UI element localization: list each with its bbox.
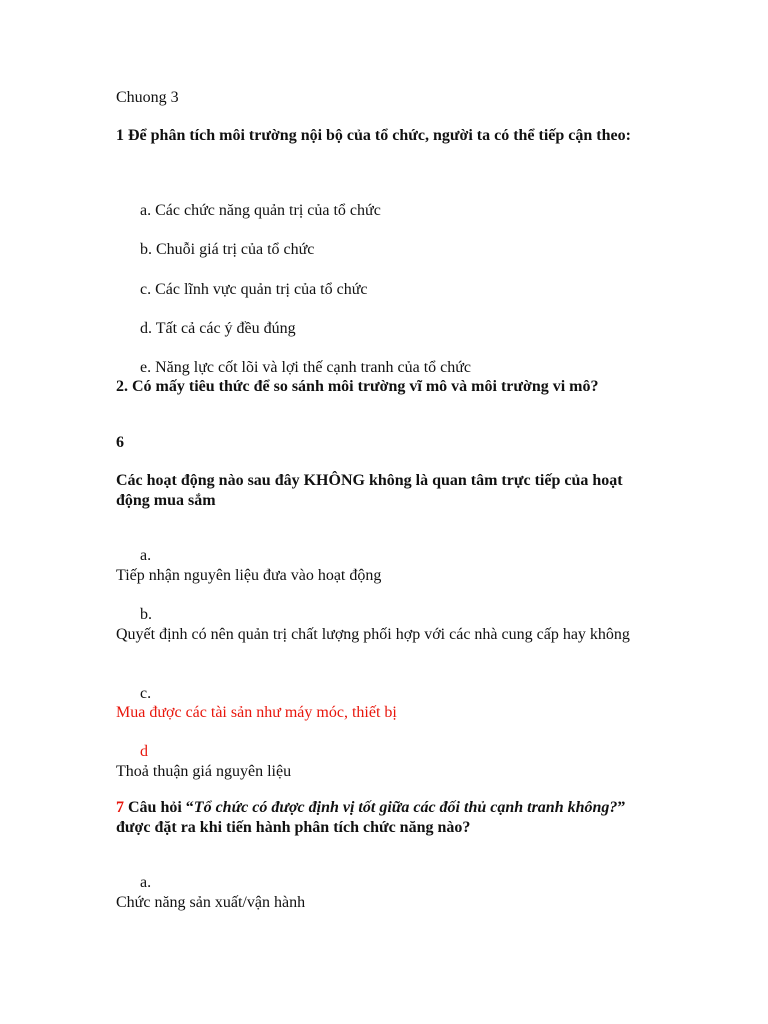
- question-6-option-b-text: Quyết định có nên quản trị chất lượng phối hợp với các nhà cung cấp hay không: [116, 626, 630, 643]
- chapter-heading: Chuong 3: [116, 89, 179, 106]
- question-2-text: Có mấy tiêu thức để so sánh môi trường vĩ mô và môi trường vi mô?: [132, 378, 599, 395]
- question-1-option-c: c. Các lĩnh vực quản trị của tổ chức: [140, 281, 368, 298]
- question-7: [116, 798, 656, 838]
- question-6-text: Các hoạt động nào sau đây KHÔNG không là quan tâm trực tiếp của hoạt động mua sắm: [116, 472, 623, 509]
- question-1-option-e: e. Năng lực cốt lõi và lợi thế cạnh tranh của tổ chức: [140, 359, 472, 376]
- question-6-option-b-letter: b.: [140, 606, 152, 623]
- question-1: [116, 126, 656, 146]
- question-6-option-d-letter: d: [140, 743, 148, 760]
- question-7-option-a-letter: a.: [140, 874, 152, 891]
- question-1-option-d: d. Tất cả các ý đều đúng: [140, 320, 296, 337]
- question-6-option-a-text: Tiếp nhận nguyên liệu đưa vào hoạt động: [116, 567, 382, 584]
- question-6-option-c-text: Mua được các tài sản như máy móc, thiết bị: [116, 704, 397, 721]
- question-2-number: 2.: [116, 378, 128, 395]
- question-2: [116, 377, 656, 397]
- question-7-suffix: ” được đặt ra khi tiến hành phân tích chức năng nào?: [116, 799, 626, 836]
- question-6-option-d-text: Thoả thuận giá nguyên liệu: [116, 763, 292, 780]
- question-6-option-a-letter: a.: [140, 547, 152, 564]
- question-7-prefix: Câu hỏi “: [128, 799, 194, 816]
- question-6-number: 6: [116, 434, 124, 451]
- question-7-option-a-text: Chức năng sản xuất/vận hành: [116, 894, 306, 911]
- question-1-option-a: a. Các chức năng quản trị của tổ chức: [140, 202, 381, 219]
- question-1-text: Để phân tích môi trường nội bộ của tổ chức, người ta có thể tiếp cận theo:: [128, 127, 631, 144]
- question-1-number: 1: [116, 127, 124, 144]
- question-7-number: 7: [116, 799, 124, 816]
- question-6-option-c-letter: c.: [140, 685, 152, 702]
- question-7-quoted-question: Tổ chức có được định vị tốt giữa các đối thủ cạnh tranh không?: [193, 799, 618, 816]
- question-1-option-b: b. Chuỗi giá trị của tổ chức: [140, 241, 315, 258]
